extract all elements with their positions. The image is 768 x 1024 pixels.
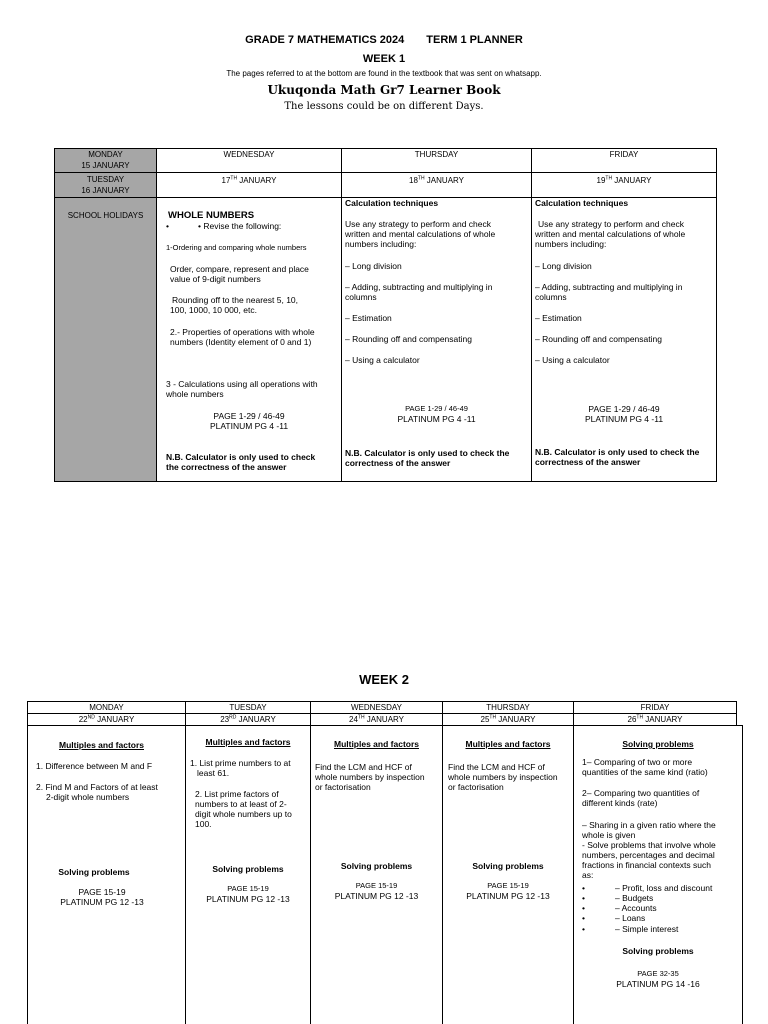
solve-line1: - Solve problems that involve whole xyxy=(582,840,716,850)
calculations-line1: 3 - Calculations using all operations with xyxy=(166,379,318,389)
tuesday-date: 23RD JANUARY xyxy=(220,714,276,724)
lcm-line2: whole numbers by inspection xyxy=(448,772,558,782)
wednesday-date: 24TH JANUARY xyxy=(349,714,404,724)
prime-line2: least 61. xyxy=(197,768,230,778)
lcm-line3: or factorisation xyxy=(315,782,371,792)
comparing-ratio-line1: 1– Comparing of two or more xyxy=(582,757,693,767)
using-calculator: – Using a calculator xyxy=(535,355,610,365)
loans-item: – Loans xyxy=(615,913,646,923)
order-compare-line2: value of 9-digit numbers xyxy=(170,274,261,284)
platinum-ref: PLATINUM PG 12 -13 xyxy=(334,891,419,901)
rounding-compensating: – Rounding off and compensating xyxy=(535,334,662,344)
prime-factors-line1: 2. List prime factors of xyxy=(195,789,279,799)
long-division: – Long division xyxy=(345,261,402,271)
calc-techniques-heading: Calculation techniques xyxy=(535,198,629,208)
wednesday-date: 17TH JANUARY xyxy=(221,175,277,185)
comparing-rate-line2: different kinds (rate) xyxy=(582,798,658,808)
friday-label: FRIDAY xyxy=(609,150,639,159)
lcm-line3: or factorisation xyxy=(448,782,504,792)
nb-line1: N.B. Calculator is only used to check the xyxy=(535,447,700,457)
adding-line2: columns xyxy=(535,292,567,302)
multiples-heading: Multiples and factors xyxy=(333,739,419,749)
page-ref: PAGE 1-29 / 46-49 xyxy=(588,404,660,414)
monday-date: 15 JANUARY xyxy=(81,161,130,170)
wednesday-label: WEDNESDAY xyxy=(351,703,402,712)
page-ref: PAGE 15-19 xyxy=(355,881,398,890)
solving-heading: Solving problems xyxy=(58,867,130,877)
friday-date: 19TH JANUARY xyxy=(596,175,652,185)
intro-line3: numbers including: xyxy=(345,239,417,249)
nb-line2: correctness of the answer xyxy=(535,457,641,467)
budgets-item: – Budgets xyxy=(615,893,654,903)
nb-line1: N.B. Calculator is only used to check the xyxy=(345,448,510,458)
lcm-line1: Find the LCM and HCF of xyxy=(448,762,545,772)
accounts-item: – Accounts xyxy=(615,903,657,913)
simple-interest-item: – Simple interest xyxy=(615,924,679,934)
nb-line2: the correctness of the answer xyxy=(166,462,287,472)
wednesday-label: WEDNESDAY xyxy=(223,150,275,159)
page-ref: PAGE 15-19 xyxy=(78,887,126,897)
adding-line2: columns xyxy=(345,292,377,302)
intro-line3: numbers including: xyxy=(535,239,607,249)
platinum-ref: PLATINUM PG 14 -16 xyxy=(616,979,700,989)
tuesday-label: TUESDAY xyxy=(229,703,267,712)
solve-line2: numbers, percentages and decimal xyxy=(582,850,715,860)
multiples-heading: Multiples and factors xyxy=(465,739,551,749)
sharing-line1: – Sharing in a given ratio where the xyxy=(582,820,716,830)
bullet: • xyxy=(582,913,585,923)
profit-loss-item: – Profit, loss and discount xyxy=(615,883,713,893)
ordering-item: 1-Ordering and comparing whole numbers xyxy=(166,243,307,252)
solve-line3: fractions in financial contexts such xyxy=(582,860,711,870)
week2-title: WEEK 2 xyxy=(359,672,409,687)
solving-heading: Solving problems xyxy=(472,861,544,871)
multiples-heading: Multiples and factors xyxy=(205,737,291,747)
title-grade: GRADE 7 MATHEMATICS 2024 xyxy=(245,34,405,46)
adding-line1: – Adding, subtracting and multiplying in xyxy=(535,282,683,292)
properties-line1: 2.- Properties of operations with whole xyxy=(170,327,315,337)
holiday-column xyxy=(54,148,157,482)
monday-label: MONDAY xyxy=(88,150,123,159)
using-calculator: – Using a calculator xyxy=(345,355,420,365)
prime-factors-line3: digit whole numbers up to xyxy=(195,809,292,819)
platinum-ref: PLATINUM PG 4 -11 xyxy=(209,421,289,431)
title-term: TERM 1 PLANNER xyxy=(426,34,523,46)
platinum-ref: PLATINUM PG 12 -13 xyxy=(206,894,290,904)
intro-line1: Use any strategy to perform and check xyxy=(345,219,491,229)
comparing-rate-line1: 2– Comparing two quantities of xyxy=(582,788,700,798)
properties-line2: numbers (Identity element of 0 and 1) xyxy=(170,337,312,347)
estimation: – Estimation xyxy=(345,313,392,323)
bullet: • xyxy=(582,883,585,893)
adding-line1: – Adding, subtracting and multiplying in xyxy=(345,282,493,292)
sharing-line2: whole is given xyxy=(582,830,636,840)
solving-heading: Solving problems xyxy=(622,739,694,749)
prime-factors-line4: 100. xyxy=(195,819,212,829)
solving-heading: Solving problems xyxy=(212,864,284,874)
lcm-line2: whole numbers by inspection xyxy=(315,772,425,782)
bullet: • xyxy=(166,221,169,231)
intro-line1: Use any strategy to perform and check xyxy=(538,219,684,229)
calc-techniques-heading: Calculation techniques xyxy=(345,198,439,208)
solve-line4: as: xyxy=(582,870,594,880)
prime-line1: 1. List prime numbers to at xyxy=(190,758,291,768)
page-ref: PAGE 15-19 xyxy=(227,884,269,893)
rounding-line1: Rounding off to the nearest 5, 10, xyxy=(172,295,299,305)
book-title: Ukuqonda Math Gr7 Learner Book xyxy=(267,83,501,97)
school-holidays-label: SCHOOL HOLIDAYS xyxy=(67,211,144,220)
thursday-label: THURSDAY xyxy=(486,703,530,712)
page-ref: PAGE 15-19 xyxy=(487,881,529,890)
multiples-heading: Multiples and factors xyxy=(58,740,144,750)
comparing-ratio-line2: quantities of the same kind (ratio) xyxy=(582,767,708,777)
rounding-compensating: – Rounding off and compensating xyxy=(345,334,472,344)
prime-factors-line2: numbers to at least of 2- xyxy=(195,799,287,809)
intro-line2: written and mental calculations of whole xyxy=(535,229,686,239)
platinum-ref: PLATINUM PG 12 -13 xyxy=(60,897,144,907)
tuesday-date: 16 JANUARY xyxy=(81,186,130,195)
monday-date: 22ND JANUARY xyxy=(78,714,135,724)
nb-line2: correctness of the answer xyxy=(345,458,451,468)
platinum-ref: PLATINUM PG 12 -13 xyxy=(466,891,550,901)
find-mf-line2: 2-digit whole numbers xyxy=(46,792,130,802)
tuesday-label: TUESDAY xyxy=(86,175,125,184)
page-ref: PAGE 32-35 xyxy=(637,969,679,978)
platinum-ref: PLATINUM PG 4 -11 xyxy=(584,414,664,424)
thursday-label: THURSDAY xyxy=(414,150,459,159)
rounding-line2: 100, 1000, 10 000, etc. xyxy=(170,305,257,315)
thursday-date: 25TH JANUARY xyxy=(480,714,536,724)
bullet: • xyxy=(582,903,585,913)
estimation: – Estimation xyxy=(535,313,582,323)
calculations-line2: whole numbers xyxy=(166,389,224,399)
textbook-note: The pages referred to at the bottom are found in the textbook that was sent on whatsapp. xyxy=(226,69,542,78)
lcm-line1: Find the LCM and HCF of xyxy=(315,762,412,772)
days-note: The lessons could be on different Days. xyxy=(284,101,484,112)
intro-line2: written and mental calculations of whole xyxy=(345,229,496,239)
page-ref: PAGE 1-29 / 46-49 xyxy=(213,411,285,421)
page-ref: PAGE 1-29 / 46-49 xyxy=(405,404,468,413)
long-division: – Long division xyxy=(535,261,592,271)
platinum-ref: PLATINUM PG 4 -11 xyxy=(397,414,476,424)
revise-text: • Revise the following: xyxy=(198,221,282,231)
week1-title: WEEK 1 xyxy=(362,53,406,65)
bullet: • xyxy=(582,924,585,934)
order-compare-line1: Order, compare, represent and place xyxy=(170,264,309,274)
friday-label: FRIDAY xyxy=(640,703,670,712)
solving-heading: Solving problems xyxy=(340,861,413,871)
find-mf-line1: 2. Find M and Factors of at least xyxy=(36,782,158,792)
document-title xyxy=(0,34,768,46)
difference-item: 1. Difference between M and F xyxy=(36,761,153,771)
solving-heading-2: Solving problems xyxy=(622,946,694,956)
whole-numbers-heading: WHOLE NUMBERS xyxy=(168,210,255,221)
friday-date: 26TH JANUARY xyxy=(627,714,683,724)
monday-label: MONDAY xyxy=(89,703,124,712)
bullet: • xyxy=(582,893,585,903)
nb-line1: N.B. Calculator is only used to check xyxy=(166,452,316,462)
thursday-date: 18TH JANUARY xyxy=(409,175,464,185)
